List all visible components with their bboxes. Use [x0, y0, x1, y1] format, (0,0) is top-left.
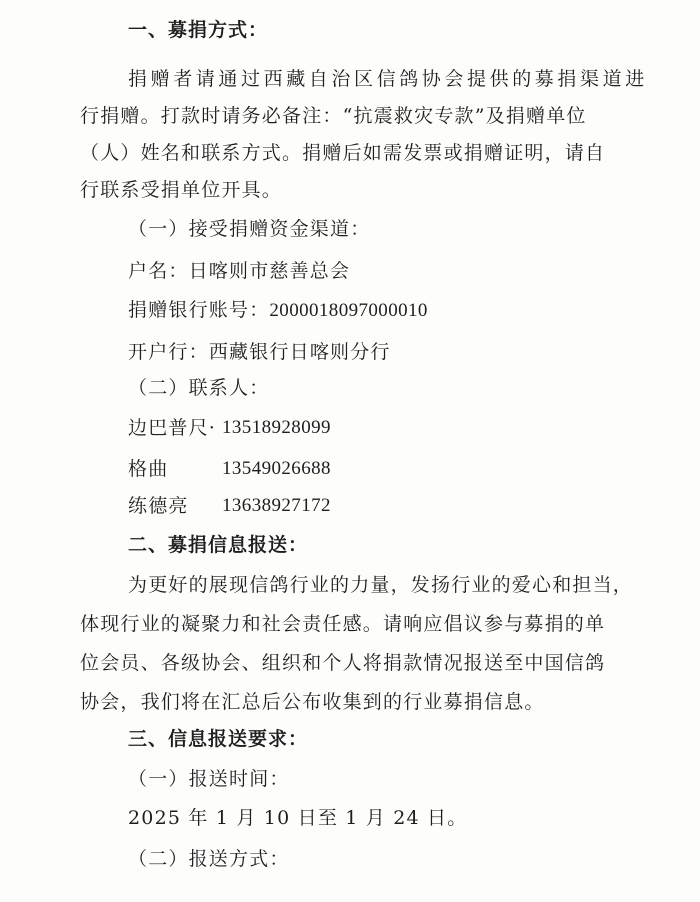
funds-channel-subheading: （一）接受捐赠资金渠道： [128, 218, 371, 240]
paragraph-line: 为更好的展现信鸽行业的力量，发扬行业的爱心和担当， [128, 574, 634, 596]
account-number-row [128, 297, 428, 324]
contact-phone: 13518928099 [222, 417, 331, 438]
account-name-label: 户名： [128, 260, 189, 282]
section-3-heading: 三、信息报送要求： [128, 728, 309, 750]
contact-name: 边巴普尺· [128, 417, 217, 439]
bank-label: 开户行： [128, 341, 209, 363]
contact-phone: 13549026688 [222, 458, 331, 479]
paragraph-line: 位会员、各级协会、组织和个人将捐款情况报送至中国信鸽 [80, 652, 606, 674]
account-number-value: 2000018097000010 [269, 300, 428, 321]
bank-row [128, 339, 391, 365]
paragraph-line: （人）姓名和联系方式。捐赠后如需发票或捐赠证明，请自 [80, 142, 606, 164]
report-time-value: 2025 年 1 月 10 日至 1 月 24 日。 [128, 807, 468, 829]
section-1-heading: 一、募捐方式： [128, 19, 269, 41]
report-time-subheading: （一）报送时间： [128, 768, 290, 790]
account-name-value: 日喀则市慈善总会 [188, 260, 351, 282]
bank-value: 西藏银行日喀则分行 [208, 341, 391, 363]
paragraph-line: 行联系受捐单位开具。 [80, 179, 283, 201]
contact-name: 练德亮 [128, 495, 189, 517]
paragraph-line: 协会，我们将在汇总后公布收集到的行业募捐信息。 [80, 691, 545, 713]
contact-name: 格曲 [128, 458, 169, 480]
report-method-subheading: （二）报送方式： [128, 848, 290, 870]
section-2-heading: 二、募捐信息报送： [128, 534, 309, 556]
paragraph-line: 体现行业的凝聚力和社会责任感。请响应倡议参与募捐的单 [80, 613, 606, 635]
paragraph-line: 行捐赠。打款时请务必备注：“抗震救灾专款”及捐赠单位 [80, 105, 587, 127]
contact-phone: 13638927172 [222, 495, 331, 516]
paragraph-line: 捐赠者请通过西藏自治区信鸽协会提供的募捐渠道进 [128, 68, 648, 90]
contacts-subheading: （二）联系人： [128, 377, 270, 399]
account-number-label: 捐赠银行账号： [128, 299, 270, 321]
account-name-row [128, 258, 350, 284]
